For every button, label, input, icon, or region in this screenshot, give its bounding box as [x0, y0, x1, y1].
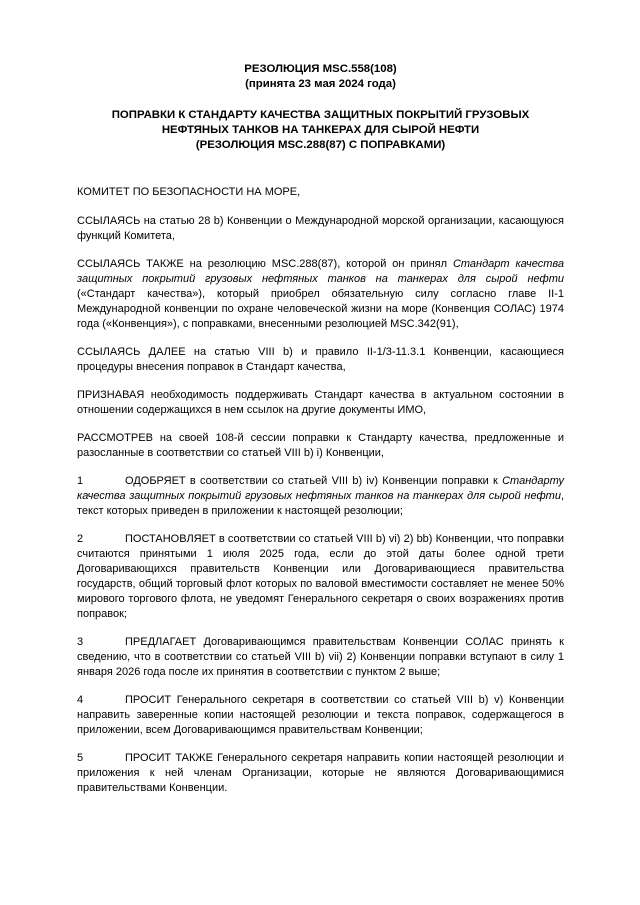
heading-line-2: НЕФТЯНЫХ ТАНКОВ НА ТАНКЕРАХ ДЛЯ СЫРОЙ НЕФТИ [161, 124, 480, 136]
resolution-title [77, 62, 564, 92]
operative-paragraph-4 [77, 693, 564, 738]
operative-paragraph-1 [77, 474, 564, 519]
operative-3-text: ПРЕДЛАГАЕТ Договаривающимся правительствам Конвенции СОЛАС принять к сведению, что в соответствии со статьей VIII b) vii) 2) Конвенции поправки вступают в силу 1 января 2026 года после их принятия в соответствии с пунктом 2 выше; [77, 636, 564, 678]
resolution-number: РЕЗОЛЮЦИЯ MSC.558(108) [244, 63, 397, 75]
operative-4-text: ПРОСИТ Генерального секретаря в соответствии со статьей VIII b) v) Конвенции направить заверенные копии настоящей резолюции и текста поправок, содержащегося в приложении, всем Договаривающимся правительствам Конвенции; [77, 694, 564, 736]
preamble-2-text-a: ССЫЛАЯСЬ ТАКЖЕ на резолюцию MSC.288(87), которой он принял [77, 258, 453, 270]
operative-paragraph-5 [77, 751, 564, 796]
operative-paragraph-2 [77, 532, 564, 622]
preamble-paragraph-1: ССЫЛАЯСЬ на статью 28 b) Конвенции о Международной морской организации, касающуюся функций Комитета, [77, 215, 564, 242]
heading-line-1: ПОПРАВКИ К СТАНДАРТУ КАЧЕСТВА ЗАЩИТНЫХ ПОКРЫТИЙ ГРУЗОВЫХ [111, 109, 530, 121]
operative-paragraph-3 [77, 635, 564, 680]
preamble-2-italic: Стандарт качества защитных покрытий грузовых нефтяных танков на танкерах для сырой нефти [77, 258, 565, 285]
document-page [77, 62, 564, 809]
adopted-date: (принята 23 мая 2024 года) [245, 78, 396, 90]
preamble-paragraph-4: ПРИЗНАВАЯ необходимость поддерживать Стандарт качества в актуальном состоянии в отношении содержащихся в нем ссылок на другие документы ИМО, [77, 389, 564, 416]
preamble-paragraph-2 [77, 257, 564, 332]
committee-line: КОМИТЕТ ПО БЕЗОПАСНОСТИ НА МОРЕ, [77, 186, 301, 198]
operative-1-italic: Стандарту качества защитных покрытий грузовых нефтяных танков на танкерах для сырой нефти [77, 475, 564, 502]
document-heading [77, 108, 564, 153]
operative-1-text-b: , текст которых приведен в приложении к настоящей резолюции; [77, 490, 564, 517]
operative-1-text-a: ОДОБРЯЕТ в соответствии со статьей VIII b) iv) Конвенции поправки к [125, 475, 503, 487]
paragraph-number: 5 [77, 752, 84, 764]
preamble-2-text-b: («Стандарт качества»), который приобрел обязательную силу согласно главе II-1 Международной конвенции по охране человеческой жизни на море (Конвенция СОЛАС) 1974 года («Конвенция»), с поправками, внесенными резолюцией MSC.342(91), [77, 288, 564, 330]
heading-line-3: (РЕЗОЛЮЦИЯ MSC.288(87) С ПОПРАВКАМИ) [195, 139, 446, 151]
operative-5-text: ПРОСИТ ТАКЖЕ Генерального секретаря направить копии настоящей резолюции и приложения к ней членам Организации, которые не являются Договаривающимися правительствами Конвенции. [77, 752, 564, 794]
paragraph-number: 1 [77, 475, 84, 487]
paragraph-number: 3 [77, 636, 84, 648]
operative-2-text: ПОСТАНОВЛЯЕТ в соответствии со статьей VIII b) vi) 2) bb) Конвенции, что поправки считаются принятыми 1 июля 2025 года, если до этой даты более одной трети Договаривающихся правительств Конвенции или Договаривающиеся правительства государств, общий торговый флот которых по валовой вместимости составляет не менее 50% мирового торгового флота, не уведомят Генерального секретаря о своих возражениях против поправок; [77, 533, 564, 620]
preamble-paragraph-3: ССЫЛАЯСЬ ДАЛЕЕ на статью VIII b) и правило II-1/3-11.3.1 Конвенции, касающиеся процедуры внесения поправок в Стандарт качества, [77, 346, 564, 373]
paragraph-number: 4 [77, 694, 84, 706]
preamble-paragraph-5: РАССМОТРЕВ на своей 108-й сессии поправки к Стандарту качества, предложенные и разосланные в соответствии со статьей VIII b) i) Конвенции, [77, 432, 564, 459]
paragraph-number: 2 [77, 533, 84, 545]
document-body [77, 185, 564, 796]
